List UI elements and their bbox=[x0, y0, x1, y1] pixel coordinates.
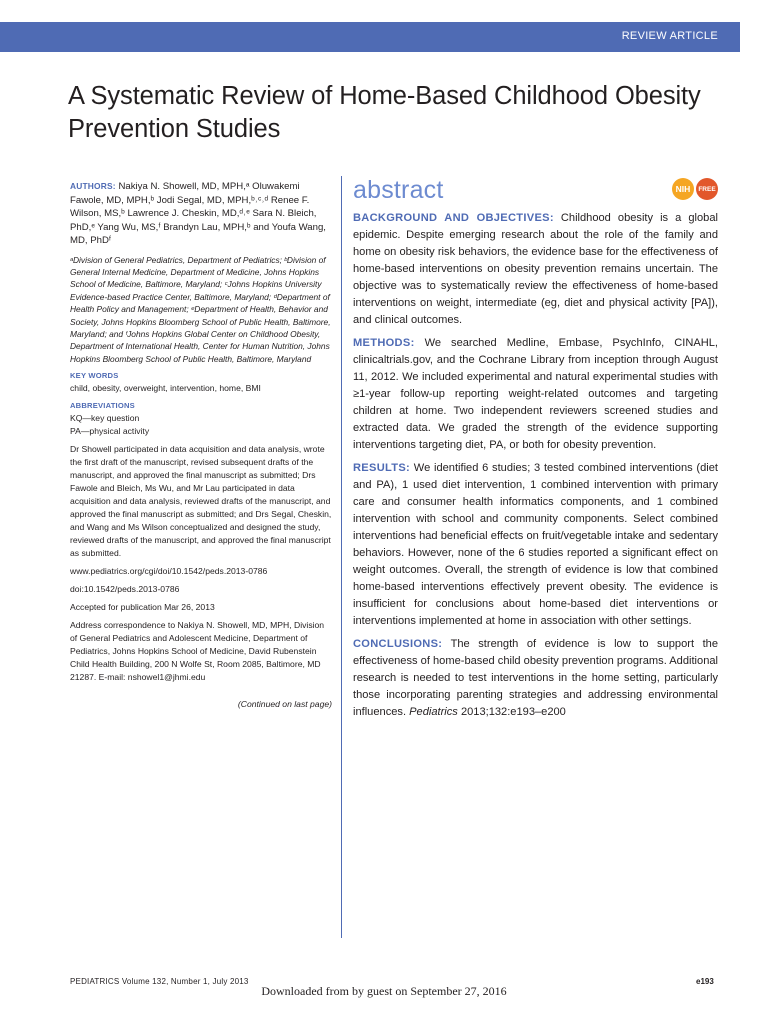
citation-details: 2013;132:e193–e200 bbox=[460, 706, 566, 718]
abstract-body bbox=[353, 210, 718, 721]
keywords-list: child, obesity, overweight, intervention, home, BMI bbox=[70, 383, 261, 394]
abstract-conclusions bbox=[353, 636, 718, 721]
abbreviation-item: KQ—key question bbox=[70, 413, 140, 424]
citation-journal: Pediatrics bbox=[409, 706, 458, 718]
doi-text: doi:10.1542/peds.2013-0786 bbox=[70, 584, 180, 595]
author-contributions: Dr Showell participated in data acquisition and data analysis, wrote the first draft of the manuscript, revised subsequent drafts of the manuscript, and approved the final manuscript as submitted; Drs Fawole and Bleich, Ms Wu, and Mr Lau participated in data acquisition and data analysis, reviewed drafts of the manuscript, and approved the final manuscript as submitted; and Drs Segal, Cheskin, and Wang and Ms Wilson conceptualized and designed the study, reviewed drafts of the manuscript, and approved the final manuscript as submitted. bbox=[70, 444, 332, 559]
abstract-background bbox=[353, 210, 718, 329]
column-divider bbox=[341, 176, 342, 938]
download-notice: Downloaded from by guest on September 27, 2016 bbox=[261, 984, 507, 998]
authors-list: Nakiya N. Showell, MD, MPH,ᵃ Oluwakemi Fawole, MD, MPH,ᵇ Jodi Segal, MD, MPH,ᵇ˒ᶜ˒ᵈ Renee F. Wilson, MS,ᵇ Lawrence J. Cheskin, MD,ᵈ˒ᵉ Sara N. Bleich, PhD,ᵉ Yang Wu, MS,ᶠ Brandyn Lau, MPH,ᵇ and Youfa Wang, MD, PhDᶠ bbox=[70, 181, 326, 246]
authors-label: AUTHORS: bbox=[70, 181, 116, 191]
nih-badge-icon: NIH bbox=[672, 178, 694, 200]
background-label: BACKGROUND AND OBJECTIVES: bbox=[353, 212, 554, 224]
abbreviation-item: PA—physical activity bbox=[70, 426, 150, 437]
free-access-badge-icon: FREE bbox=[696, 178, 718, 200]
article-info-column bbox=[70, 180, 332, 711]
journal-footer: PEDIATRICS Volume 132, Number 1, July 2013 bbox=[70, 977, 249, 986]
methods-label: METHODS: bbox=[353, 337, 415, 349]
access-badges bbox=[672, 178, 718, 200]
background-text: Childhood obesity is a global epidemic. Despite emerging research about the role of the family and home on obesity risk behaviors, the evidence base for the effectiveness of home-based interventions on obesity prevention remains uncertain. The objective was to systematically review the effectiveness of home-based interventions on weight, intermediate (eg, diet and physical activity [PA]), and clinical outcomes. bbox=[353, 212, 718, 326]
abstract-results bbox=[353, 460, 718, 630]
methods-text: We searched Medline, Embase, PsychInfo, CINAHL, clinicaltrials.gov, and the Cochrane Library from inception through August 11, 2012. We included experimental and natural experimental studies with ≥1-year follow-up reporting weight-related outcomes and targeting children at home. Two independent reviewers screened studies and extracted data. We graded the strength of the evidence supporting interventions targeting diet, PA, or both for obesity prevention. bbox=[353, 337, 718, 451]
conclusions-text: The strength of evidence is low to support the effectiveness of home-based child obesity prevention programs. Additional research is needed to test interventions in the home setting, particularly those incorporating parenting strategies and addressing environmental influences. bbox=[353, 638, 718, 718]
keywords-heading: KEY WORDS bbox=[70, 371, 119, 381]
article-type-label: REVIEW ARTICLE bbox=[621, 30, 718, 42]
abstract-heading: abstract bbox=[353, 176, 444, 204]
results-text: We identified 6 studies; 3 tested combined interventions (diet and PA), 1 used diet intervention, 1 combined intervention with primary care and consumer health informatics components, and 1 combined intervention with school and community components. Select combined interventions had beneficial effects on fruit/vegetable intake and sedentary behaviors. However, none of the 6 studies reported a significant effect on weight outcomes. Overall, the strength of evidence is low that combined home-based interventions effectively prevent obesity. The evidence is insufficient for conclusions about home-based diet interventions or interventions implemented at home in association with other settings. bbox=[353, 462, 718, 627]
correspondence-address: Address correspondence to Nakiya N. Showell, MD, MPH, Division of General Pediatrics and Adolescent Medicine, Department of Pediatrics, Johns Hopkins School of Medicine, David Rubenstein Child Health Building, 200 N Wolfe St, Room 2085, Baltimore, MD 21287. E-mail: nshowel1@jhmi.edu bbox=[70, 620, 325, 683]
affiliations: ᵃDivision of General Pediatrics, Department of Pediatrics; ᵇDivision of General Internal Medicine, Department of Medicine, Johns Hopkins School of Medicine, Baltimore, Maryland; ᶜJohns Hopkins University Evidence-based Practice Center, Baltimore, Maryland; ᵈDepartment of Health Policy and Management; ᵉDepartment of Health, Behavior and Society, Johns Hopkins Bloomberg School of Public Health, Baltimore, Maryland; and ᶠJohns Hopkins Global Center on Childhood Obesity, Department of International Health, Center for Human Nutrition, Johns Hopkins Bloomberg School of Public Health, Baltimore, Maryland bbox=[70, 254, 331, 364]
article-title: A Systematic Review of Home-Based Childhood Obesity Prevention Studies bbox=[68, 82, 701, 143]
abstract-methods bbox=[353, 335, 718, 454]
accepted-date: Accepted for publication Mar 26, 2013 bbox=[70, 602, 215, 613]
conclusions-label: CONCLUSIONS: bbox=[353, 638, 443, 650]
article-url-link[interactable]: www.pediatrics.org/cgi/doi/10.1542/peds.2013-0786 bbox=[70, 566, 268, 577]
authors-block bbox=[70, 180, 332, 248]
abbreviations-heading: ABBREVIATIONS bbox=[70, 401, 135, 411]
continued-note: (Continued on last page) bbox=[237, 699, 332, 710]
section-banner bbox=[0, 22, 740, 52]
page-number: e193 bbox=[696, 977, 714, 986]
results-label: RESULTS: bbox=[353, 462, 411, 474]
abstract-column bbox=[353, 176, 718, 721]
